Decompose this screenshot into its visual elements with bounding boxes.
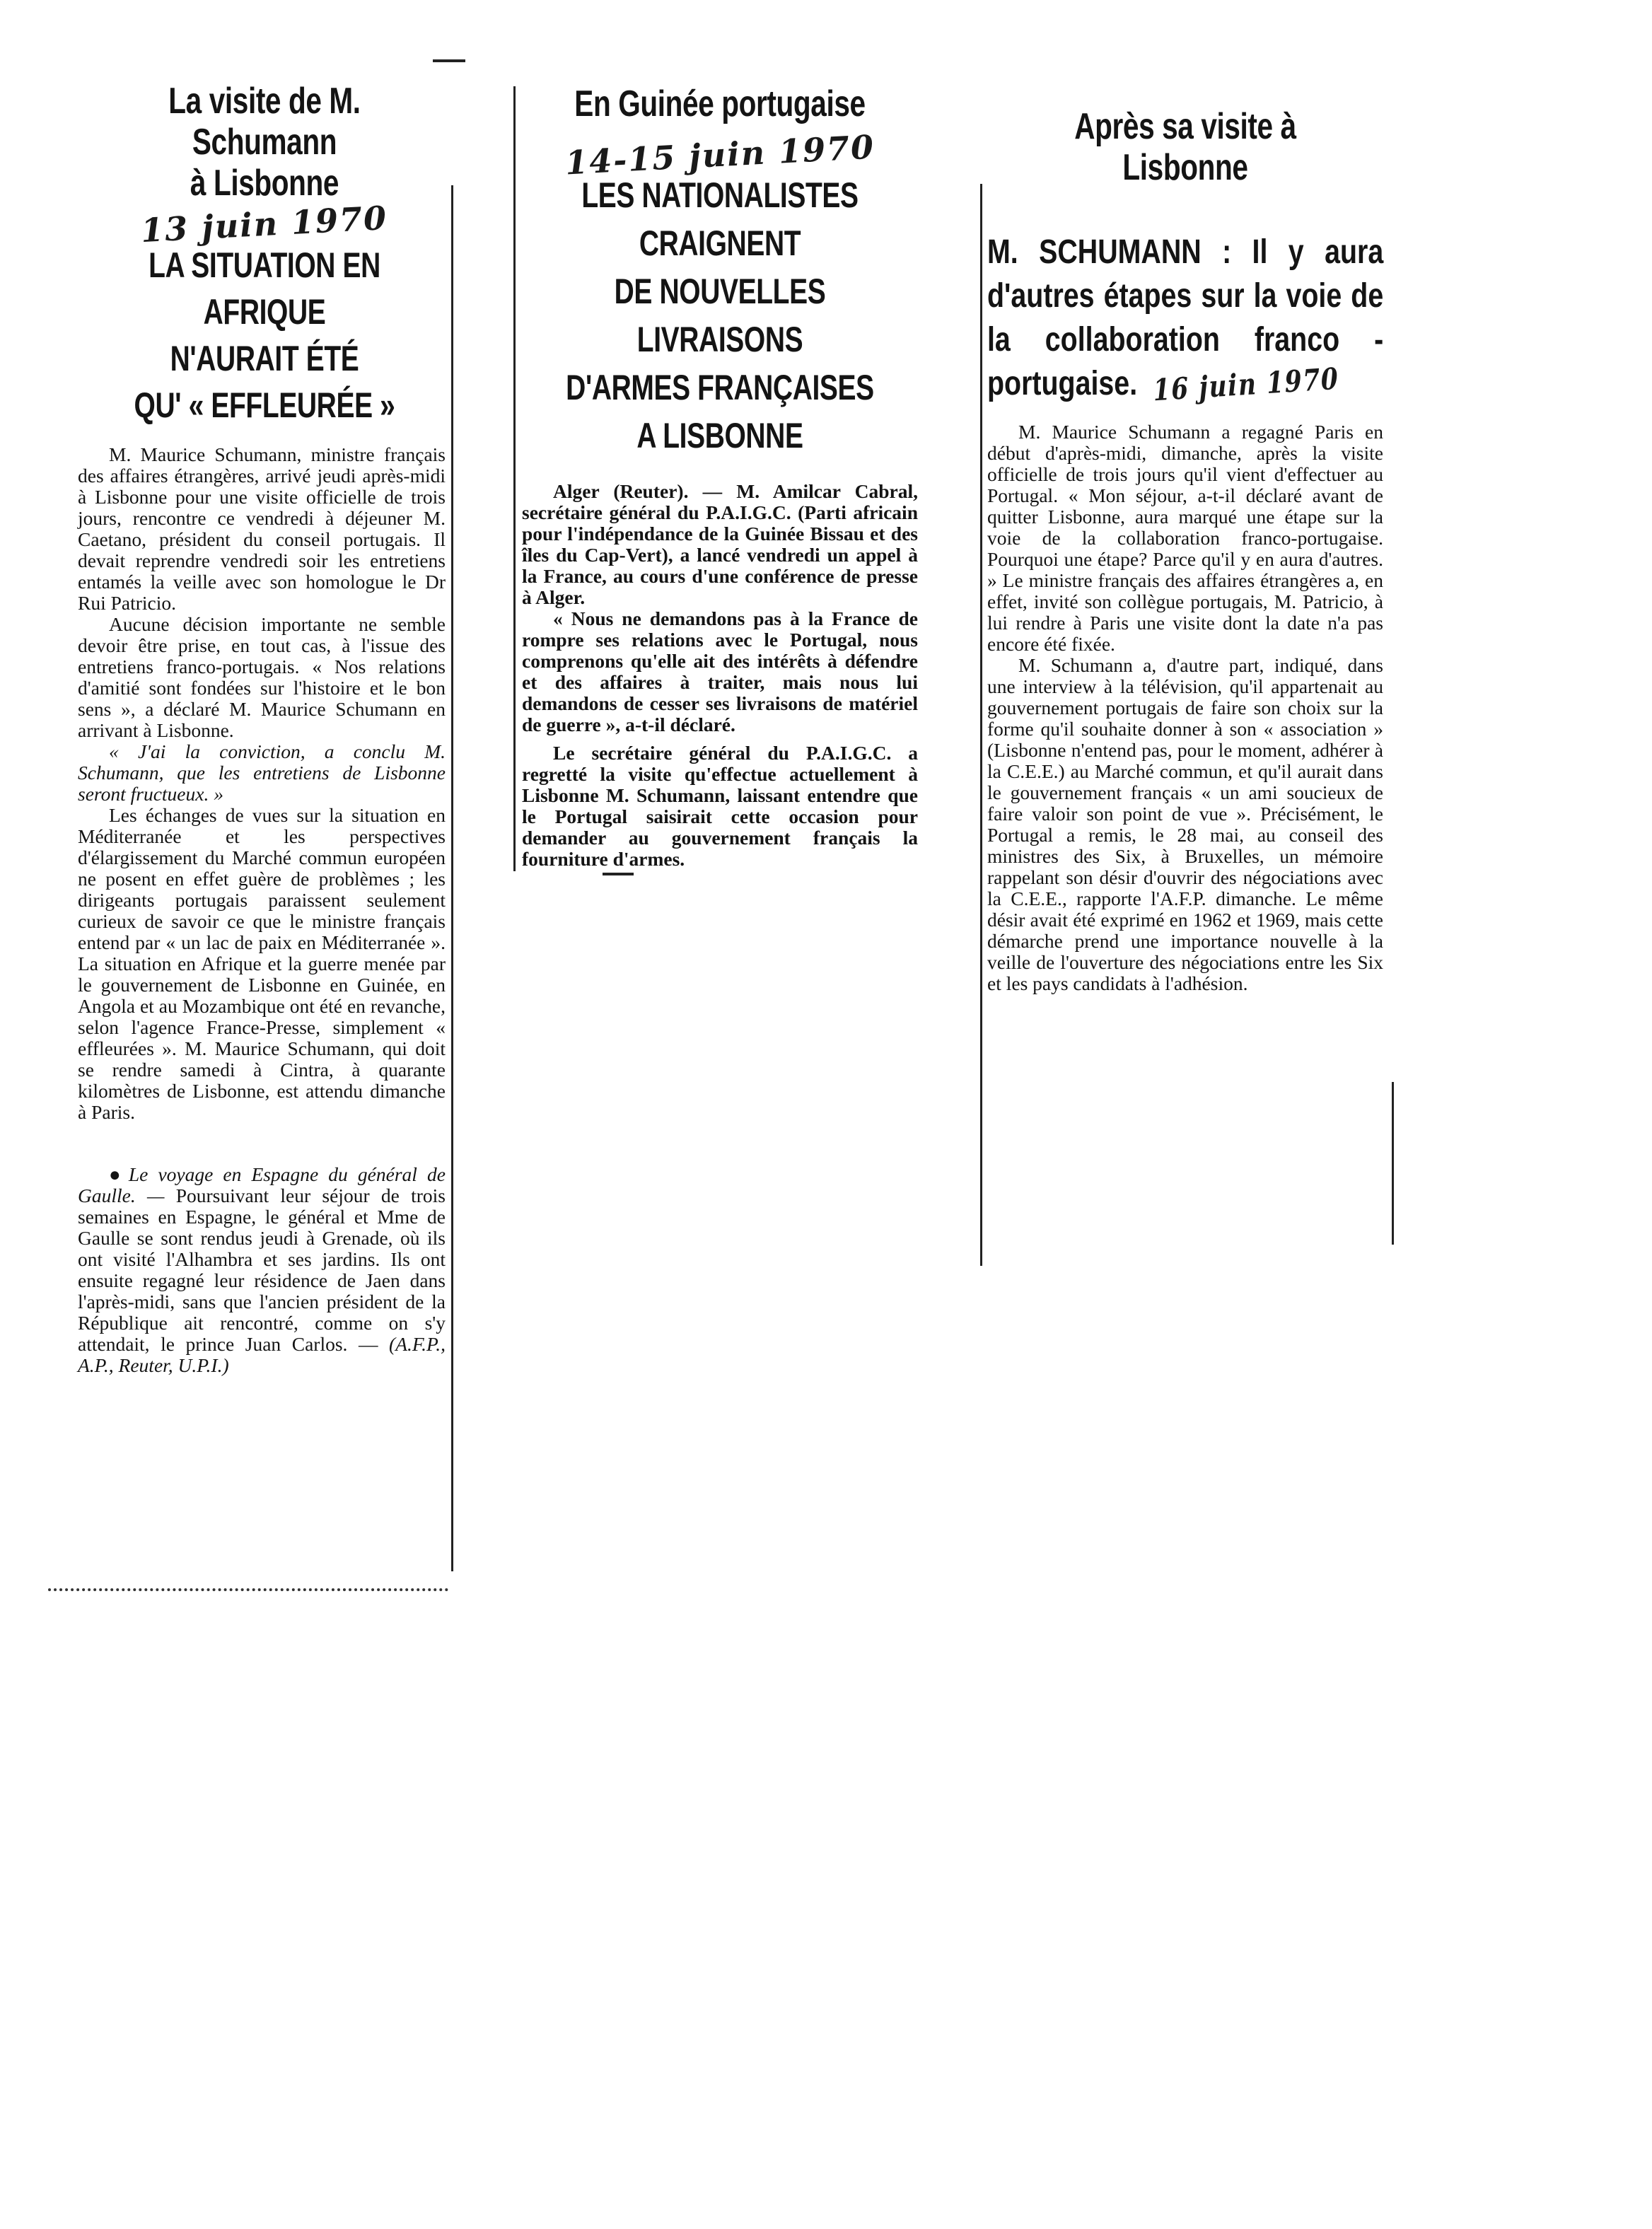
article-2-kicker: En Guinée portugaise xyxy=(574,83,866,124)
article-1-brief-text: Poursuivant leur séjour de trois semaines en Espagne, le général et Mme de Gaulle se sont rendus jeudi à Grenade, où ils ont visité l'Alhambra et ses jardins. Ils ont ensuite regagné leur résidence de Jaen dans l'après-midi, sans que l'ancien président de la République ait rencontré, comme on s'y attendait, le prince Juan Carlos. — xyxy=(78,1185,446,1355)
article-1-brief-source: (A.F.P., A.P., Reuter, U.P.I.) xyxy=(78,1333,446,1376)
article-1-kicker-line-1: La visite de M. Schumann xyxy=(168,81,361,163)
article-2-headline-line-4: A LISBONNE xyxy=(636,416,803,455)
article-2-headline-line-2: DE NOUVELLES LIVRAISONS xyxy=(614,272,826,359)
article-1-handwritten-date: 13 juin 1970 xyxy=(140,198,389,250)
article-2-paragraph-3: Le secrétaire général du P.A.I.G.C. a regretté la visite qu'effectue actuellement à Lisbonne M. Schumann, laissant entendre que le Portugal saisirait cette occasion pour demander au gouvernement français la fourniture d'armes. xyxy=(522,742,918,870)
top-dash xyxy=(433,59,465,62)
article-2 xyxy=(522,83,918,870)
article-1-brief xyxy=(78,1164,446,1376)
article-3-kicker: Après sa visite à Lisbonne xyxy=(1074,106,1296,188)
article-1-paragraph-4: Les échanges de vues sur la situation en Méditerranée et les perspectives d'élargissement du Marché commun européen ne posent en effet guère de problèmes ; les dirigeants portugais paraissent seulement curieux de savoir ce que le ministre français entend par « un lac de paix en Méditerranée ». La situation en Afrique et la guerre menée par le gouvernement de Lisbonne en Guinée, en Angola et au Mozambique ont été en revanche, selon l'agence France-Presse, simplement « effleurées ». M. Maurice Schumann, qui doit se rendre samedi à Cintra, à quarante kilomètres de Lisbonne, est attendu dimanche à Paris. xyxy=(78,804,446,1123)
article-1-headline xyxy=(119,242,410,429)
article-2-paragraph-2: « Nous ne demandons pas à la France de rompre ses relations avec le Portugal, nous comprenons qu'elle ait des intérêts à défendre et des affaires à traiter, mais nous lui demandons de cesser ses livraisons de matériel de guerre », a-t-il déclaré. xyxy=(522,607,918,735)
column-rule-middle xyxy=(513,86,516,871)
article-1-headline-line-1: LA SITUATION EN AFRIQUE xyxy=(149,245,380,332)
article-3-headline-text: M. SCHUMANN : Il y aura d'autres étapes sur la voie de la collaboration franco - portugaise. xyxy=(987,233,1384,402)
article-3-headline xyxy=(987,231,1383,407)
column-rule-far-right xyxy=(1392,1082,1394,1245)
article-2-handwritten-date: 14-15 juin 1970 xyxy=(564,127,876,182)
article-3-paragraph-1: M. Maurice Schumann a regagné Paris en début d'après-midi, dimanche, après la visite officielle de trois jours qu'il vient d'effectuer au Portugal. « Mon séjour, a-t-il déclaré avant de quitter Lisbonne, aura marqué une étape sur la voie de la collaboration franco-portugaise. Pourquoi une étape? Parce qu'il y en aura d'autres. » Le ministre français des affaires étrangères a, en effet, invité son collègue portugais, M. Patricio, à lui rendre à Paris une visite dont la date n'a pas encore été fixée. xyxy=(987,421,1383,655)
article-2-paragraph-1: Alger (Reuter). — M. Amilcar Cabral, secrétaire général du P.A.I.G.C. (Parti africain pour l'indépendance de la Guinée Bissau et des îles du Cap-Vert), a lancé vendredi un appel à la France, au cours d'une conférence de presse à Alger. xyxy=(522,480,918,608)
column-rule-left xyxy=(451,185,453,1571)
article-2-headline-line-1: LES NATIONALISTES CRAIGNENT xyxy=(581,175,859,263)
article-1-headline-line-2: N'AURAIT ÉTÉ xyxy=(170,339,359,378)
article-1-kicker xyxy=(119,81,410,204)
column-rule-right xyxy=(980,184,982,1266)
bullet-icon: ● xyxy=(109,1163,126,1185)
article-1-paragraph-3: « J'ai la conviction, a conclu M. Schumann, que les entretiens de Lisbonne seront fructueux. » xyxy=(78,740,446,805)
article-1-kicker-line-2: à Lisbonne xyxy=(190,163,339,204)
article-1-headline-line-3: QU' « EFFLEURÉE » xyxy=(134,385,395,425)
dotted-rule xyxy=(48,1588,448,1591)
article-3-handwritten-date: 16 juin 1970 xyxy=(1152,361,1340,408)
article-1-paragraph-1: M. Maurice Schumann, ministre français des affaires étrangères, arrivé jeudi après-midi à Lisbonne pour une visite officielle de trois jours, rencontre ce vendredi à déjeuner M. Caetano, président du conseil portugais. Il devait reprendre vendredi soir les entretiens entamés la veille avec son homologue le Dr Rui Patricio. xyxy=(78,443,446,614)
article-3 xyxy=(987,106,1383,994)
separator-dash-2 xyxy=(603,873,634,875)
article-3-paragraph-2: M. Schumann a, d'autre part, indiqué, dans une interview à la télévision, qu'il appartenait au gouvernement portugais de faire son choix sur la forme qu'il souhaite donner à son « association » (Lisbonne n'entend pas, pour le moment, adhérer à la C.E.E.) au Marché commun, et qu'il aurait dans le gouvernement français « un ami soucieux de faire valoir son point de vue ». Précisément, le Portugal a remis, le 28 mai, au conseil des ministres des Six, à Bruxelles, un mémoire rappelant son désir d'ouvrir des négociations avec la C.E.E., rapporte l'A.F.P. dimanche. Le même désir avait été exprimé en 1962 et 1969, mais cette démarche prend une importance nouvelle à la veille de l'ouverture des négociations entre les Six et les pays candidats à l'adhésion. xyxy=(987,654,1383,994)
article-2-headline xyxy=(566,171,875,460)
article-1-brief-lead: Le voyage en Espagne du général de Gaulle. — xyxy=(78,1163,446,1206)
article-1 xyxy=(78,81,451,1376)
article-2-headline-line-3: D'ARMES FRANÇAISES xyxy=(566,368,874,407)
article-1-paragraph-2: Aucune décision importante ne semble devoir être prise, en tout cas, à l'issue des entretiens franco-portugais. « Nos relations d'amitié sont fondées sur l'histoire et le bon sens », a déclaré M. Maurice Schumann en arrivant à Lisbonne. xyxy=(78,613,446,741)
